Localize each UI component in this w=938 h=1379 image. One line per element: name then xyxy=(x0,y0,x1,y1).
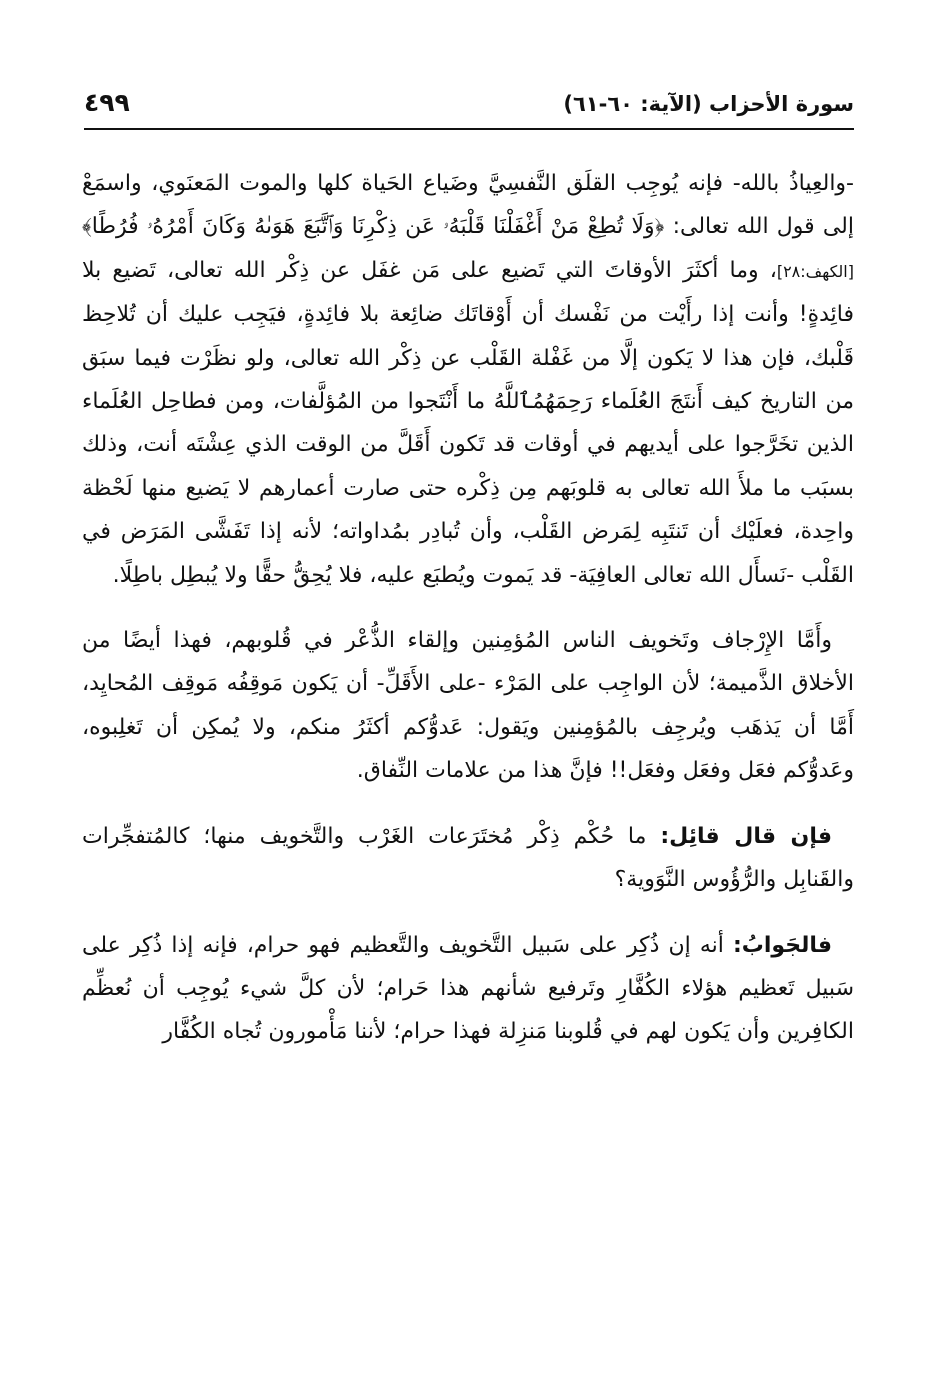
paragraph-3 xyxy=(82,815,854,902)
answer-lead: فالجَوابُ: xyxy=(732,932,833,958)
running-header xyxy=(84,88,854,128)
question-text: ما حُكْم ذِكْر مُختَرَعات الغَرْب والتَّخويف منها؛ كالمُتفجِّرات والقَنابِل والرُّؤُوس النَّوَوية؟ xyxy=(82,823,854,893)
quran-verse: ﴿وَلَا تُطِعْ مَنْ أَغْفَلْنَا قَلْبَهُۥ عَن ذِكْرِنَا وَٱتَّبَعَ هَوَىٰهُ وَكَانَ أَمْرُهُۥ فُرُطًا﴾ xyxy=(82,214,665,240)
answer-text: أنه إن ذُكِر على سَبيل التَّخويف والتَّعظيم فهو حرام، فإنه إذا ذُكِر على سَبيل تَعظيم هؤلاء الكُفَّارِ وتَرفيع شأنهم هذا حَرام؛ لأن كلَّ شيء يُوجِب أن نُعظِّم الكافِرين وأن يَكون لهم في قُلوبنا مَنزِلة فهذا حرام؛ لأننا مَأْمورون تُجاه الكُفَّار xyxy=(82,932,854,1045)
question-lead: فإن قال قائِل: xyxy=(660,823,832,849)
paragraph-1-part-2: ، وما أكثَرَ الأوقاتَ التي تَضيع على مَن غفَل عن ذِكْر الله تعالى، تَضيع بلا فائِدةٍ! وأنت إذا رأَيْت من نَفْسك أن أَوْقاتَك ضائِعة بلا فائِدةٍ، فيَجِب عليك أن تُلاحِظ قَلْبك، فإن هذا لا يَكون إلَّا من غَفْلة القَلْب عن ذِكْر الله تعالى، ولو نظَرْت فيما سبَق من التاريخ كيف أَنتَجَ العُلَماء رَحِمَهُمُٱللَّهُ ما أَنْتَجوا من المُؤلَّفات، ومن فطاحِل العُلَماء الذين تخَرَّجوا على أيديهم في أوقات قد تَكون أَقَلَّ من الوقت الذي عِشْتَه أنت، وذلك بسبَب ما ملأَ الله تعالى به قلوبَهم مِن ذِكْره حتى صارت أعمارهم لا يَضيع منها لَحْظة واحِدة، فعلَيْك أن تَنتَبِه لِمَرض القَلْب، وأن تُبادِر بمُداواته؛ لأنه إذا تَفَشَّى المَرَض في القَلْب -نَسأَل الله تعالى العافِيَة- قد يَموت ويُطبَع عليه، فلا يُحِقُّ حقًّا ولا يُبطِل باطِلًا. xyxy=(82,257,854,588)
header-divider xyxy=(84,128,854,130)
paragraph-1-part-1: -والعِياذُ بالله- فإنه يُوجِب القلَق النَّفسِيَّ وضَياع الحَياة كلها والموت المَعنَوي، واسمَعْ إلى قول الله تعالى: xyxy=(82,171,854,240)
verse-reference: [الكهف:٢٨] xyxy=(776,261,854,281)
paragraph-2: وأَمَّا الإِرْجاف وتَخويف الناس المُؤمِنين وإلقاء الذُّعْر في قُلوبهم، فهذا أيضًا من الأخلاق الذَّميمة؛ لأن الواجِب على المَرْء -على الأَقَلِّ- أن يَكون مَوقِفُه مَوقِف المُحايِد، أَمَّا أن يَذهَب ويُرجِف بالمُؤمِنين ويَقول: عَدوُّكم أكثَرُ منكم، ولا يُمكِن أن تَغلِبوه، وعَدوُّكم فعَل وفعَل وفعَل!! فإنَّ هذا من علامات النِّفاق. xyxy=(82,628,854,784)
surah-header-title: سورة الأحزاب (الآية: ٦٠-٦١) xyxy=(563,92,854,116)
page-number: ٤٩٩ xyxy=(84,88,130,117)
body-text xyxy=(82,162,854,1076)
paragraph-1 xyxy=(82,162,854,597)
paragraph-4 xyxy=(82,924,854,1054)
